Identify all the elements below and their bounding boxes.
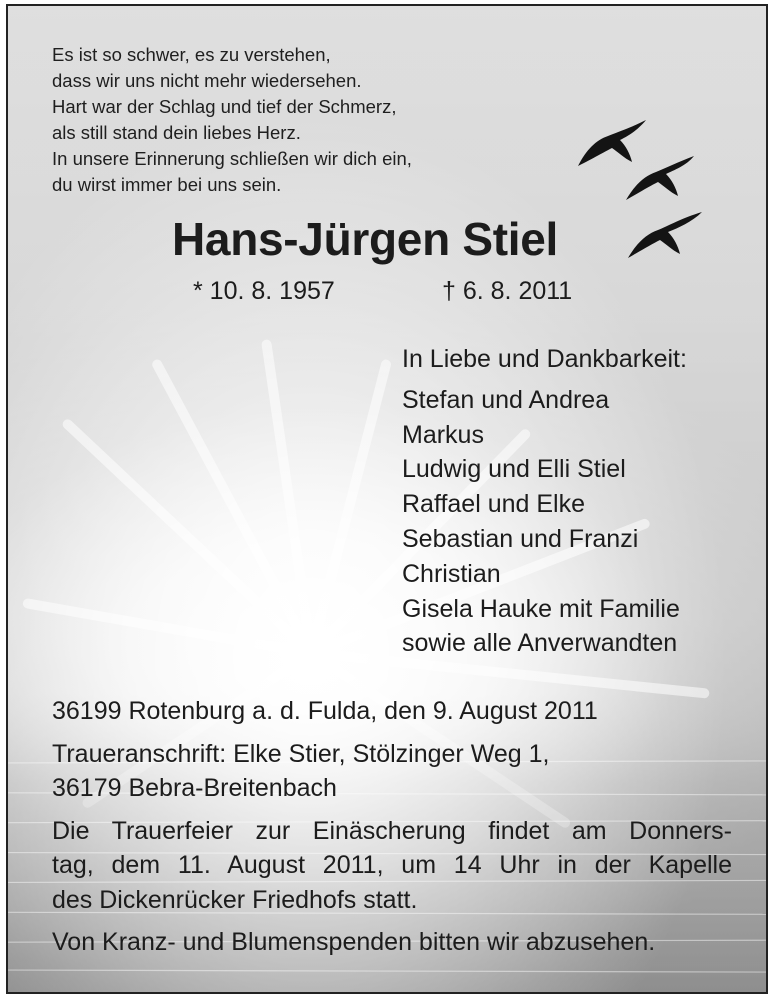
poem-line: dass wir uns nicht mehr wiedersehen.	[52, 70, 362, 91]
mourner-entry: Gisela Hauke mit Familie	[402, 594, 680, 623]
notice-details	[52, 694, 732, 960]
ceremony-line: Die Trauerfeier zur Einäscherung findet am Donners-	[52, 816, 732, 845]
ceremony-line: tag, dem 11. August 2011, um 14 Uhr in der Kapelle	[52, 851, 732, 879]
mourners-list	[402, 342, 687, 661]
bird-icon	[578, 120, 646, 166]
address-line: 36179 Bebra-Breitenbach	[52, 774, 337, 802]
flower-donation-request: Von Kranz- und Blumenspenden bitten wir abzusehen.	[52, 928, 656, 956]
flying-birds-icon	[568, 106, 718, 266]
mourner-entry: Stefan und Andrea	[402, 385, 610, 414]
mourner-entry: Sebastian und Franzi	[402, 524, 639, 553]
bird-icon	[628, 212, 702, 258]
poem-line: Hart war der Schlag und tief der Schmerz,	[52, 96, 397, 117]
poem	[52, 42, 412, 198]
mourners-heading: In Liebe und Dankbarkeit:	[402, 345, 687, 373]
ceremony-line: des Dickenrücker Friedhofs statt.	[52, 885, 418, 914]
mourner-entry: Ludwig und Elli Stiel	[402, 455, 626, 484]
place-and-date: 36199 Rotenburg a. d. Fulda, den 9. August 2011	[52, 697, 598, 725]
ceremony-info	[52, 814, 732, 918]
mourner-entry: Markus	[402, 420, 484, 449]
mourner-entry: sowie alle Anverwandten	[402, 629, 678, 658]
obituary-notice	[6, 4, 768, 994]
address-line: Traueranschrift: Elke Stier, Stölzinger Weg 1,	[52, 739, 550, 768]
mourner-entry: Raffael und Elke	[402, 490, 585, 519]
deceased-name: Hans-Jürgen Stiel	[172, 213, 558, 265]
poem-line: als still stand dein liebes Herz.	[52, 122, 301, 143]
poem-line: In unsere Erinnerung schließen wir dich ein,	[52, 148, 412, 169]
birth-date: * 10. 8. 1957	[193, 277, 335, 305]
mourning-address	[52, 737, 732, 806]
poem-line: Es ist so schwer, es zu verstehen,	[52, 44, 331, 65]
poem-line: du wirst immer bei uns sein.	[52, 174, 282, 195]
bird-icon	[626, 156, 694, 200]
death-date: † 6. 8. 2011	[442, 277, 573, 305]
mourner-entry: Christian	[402, 559, 501, 588]
